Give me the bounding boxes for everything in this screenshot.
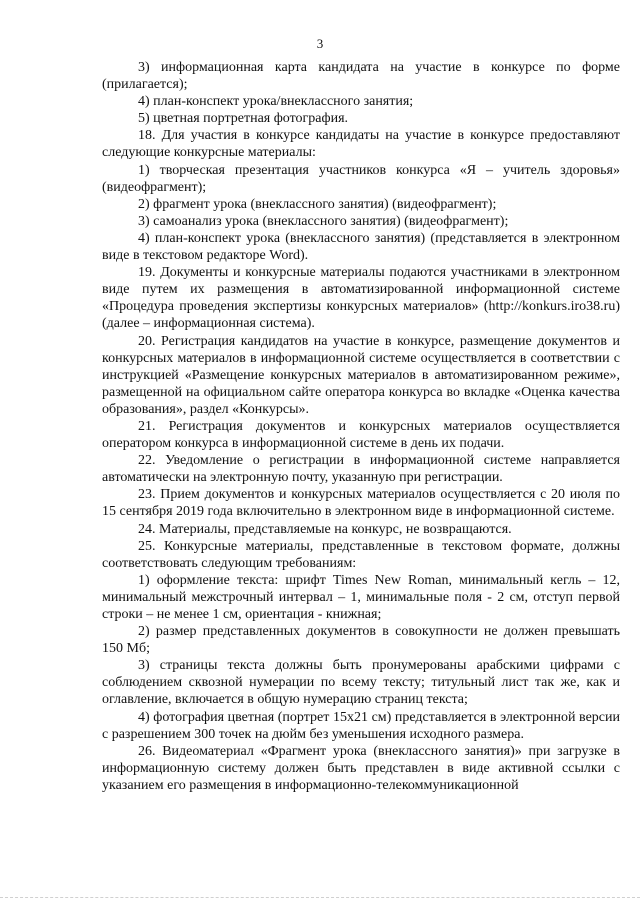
paragraph: 25. Конкурсные материалы, представленные в текстовом формате, должны соответствовать следующим требованиям: — [102, 538, 620, 571]
paragraph: 18. Для участия в конкурсе кандидаты на участие в конкурсе предоставляют следующие конкурсные материалы: — [102, 128, 620, 161]
paragraph: 1) оформление текста: шрифт Times New Roman, минимальный кегль – 12, минимальный межстрочный интервал – 1, минимальные поля - 2 см, отступ первой строки – не менее 1 см, ориентация - книжная; — [102, 572, 620, 622]
paragraph: 19. Документы и конкурсные материалы подаются участниками в электронном виде путем их размещения в автоматизированной информационной системе «Процедура проведения экспертизы конкурсных материалов» (http://konkurs.iro38.ru) (далее – информационная система). — [102, 265, 620, 332]
paragraph: 4) план-конспект урока/внеклассного занятия; — [138, 94, 414, 110]
paragraph: 4) фотография цветная (портрет 15х21 см) представляется в электронной версии с разрешением 300 точек на дюйм без уменьшения исходного размера. — [102, 709, 620, 742]
paragraph: 4) план-конспект урока (внеклассного занятия) (представляется в электронном виде в текстовом редакторе Word). — [102, 230, 620, 264]
page-number: 3 — [316, 36, 324, 51]
paragraph: 22. Уведомление о регистрации в информационной системе направляется автоматически на электронную почту, указанную при регистрации. — [102, 453, 620, 486]
paragraph: 1) творческая презентация участников конкурса «Я – учитель здоровья» (видеофрагмент); — [102, 162, 620, 195]
page-bottom-divider — [0, 897, 640, 898]
paragraph: 3) информационная карта кандидата на участие в конкурсе по форме (прилагается); — [102, 60, 620, 93]
paragraph: 21. Регистрация документов и конкурсных материалов осуществляется оператором конкурса в информационной системе в день их подачи. — [102, 418, 620, 452]
paragraph: 26. Видеоматериал «Фрагмент урока (внеклассного занятия)» при загрузке в информационную систему должен быть представлен в виде активной ссылки с указанием его размещения в информационно-телекоммуникационной — [102, 743, 620, 793]
paragraph: 23. Прием документов и конкурсных материалов осуществляется с 20 июля по 15 сентября 2019 года включительно в электронном виде в информационной системе. — [102, 487, 620, 520]
paragraph: 3) самоанализ урока (внеклассного занятия) (видеофрагмент); — [138, 213, 509, 229]
paragraph: 24. Материалы, представляемые на конкурс, не возвращаются. — [138, 521, 512, 537]
paragraph: 2) размер представленных документов в совокупности не должен превышать 150 Мб; — [102, 624, 620, 657]
paragraph: 3) страницы текста должны быть пронумерованы арабскими цифрами с соблюдением сквозной нумерации по всему тексту; титульный лист так же, как и оглавление, включается в общую нумерацию страниц текста; — [102, 658, 620, 708]
paragraph: 5) цветная портретная фотография. — [138, 111, 349, 127]
paragraph: 20. Регистрация кандидатов на участие в конкурсе, размещение документов и конкурсных материалов в информационной системе осуществляется в соответствии с инструкцией «Размещение конкурсных материалов в автоматизированном режиме», размещенной на официальном сайте оператора конкурса во вкладке «Оценка качества образования», раздел «Конкурсы». — [102, 333, 620, 417]
paragraph: 2) фрагмент урока (внеклассного занятия) (видеофрагмент); — [138, 196, 497, 212]
document-body — [102, 59, 620, 794]
